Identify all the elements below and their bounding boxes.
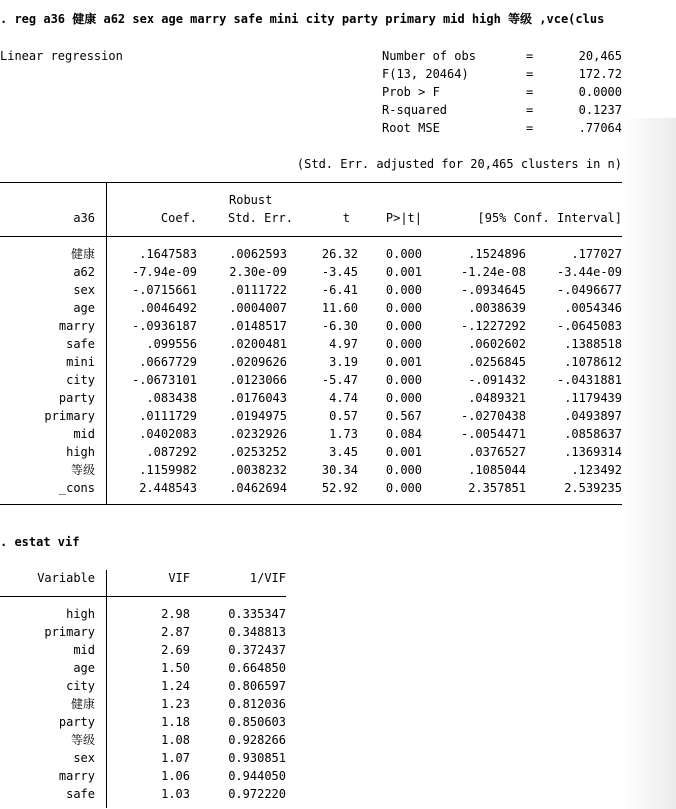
row-ci-high: -.0496677 <box>556 283 622 297</box>
vif-row-inverse: 0.850603 <box>228 715 286 729</box>
table-column-divider <box>106 182 107 504</box>
row-ci-low: -.091432 <box>468 373 526 387</box>
row-coef: .1159982 <box>139 463 197 477</box>
header-conf-interval: [95% Conf. Interval] <box>477 211 622 225</box>
vif-header-variable: Variable <box>37 571 95 585</box>
row-ci-high: .0858637 <box>564 427 622 441</box>
table-bottom-rule <box>0 504 622 505</box>
row-ci-low: .0256845 <box>468 355 526 369</box>
vif-row-vif: 1.06 <box>161 769 190 783</box>
vif-header-rule <box>0 596 286 597</box>
row-t: -3.45 <box>321 265 358 279</box>
row-ci-low: .1085044 <box>468 463 526 477</box>
row-ci-high: .0054346 <box>564 301 622 315</box>
model-title: Linear regression <box>0 49 123 63</box>
row-coef: .083438 <box>146 391 197 405</box>
vif-row-inverse: 0.335347 <box>228 607 286 621</box>
vif-row-vif: 1.08 <box>161 733 190 747</box>
row-ci-high: .1369314 <box>564 445 622 459</box>
row-varname: a62 <box>73 265 95 279</box>
row-stderr: .0123066 <box>229 373 287 387</box>
std-err-note: (Std. Err. adjusted for 20,465 clusters in n) <box>296 157 622 171</box>
row-coef: .0046492 <box>139 301 197 315</box>
row-t: 3.19 <box>329 355 358 369</box>
row-pvalue: 0.567 <box>385 409 422 423</box>
row-stderr: .0004007 <box>229 301 287 315</box>
vif-row-inverse: 0.944050 <box>228 769 286 783</box>
row-ci-low: .0038639 <box>468 301 526 315</box>
row-stderr: .0038232 <box>229 463 287 477</box>
row-coef: -7.94e-09 <box>131 265 197 279</box>
header-depvar: a36 <box>73 211 95 225</box>
row-ci-high: .177027 <box>571 247 622 261</box>
vif-row-vif: 1.03 <box>161 787 190 801</box>
row-stderr: .0148517 <box>229 319 287 333</box>
stat-label: R-squared <box>382 103 448 117</box>
row-ci-low: -.0054471 <box>460 427 526 441</box>
vif-row-inverse: 0.928266 <box>228 733 286 747</box>
vif-row-vif: 1.07 <box>161 751 190 765</box>
vif-row-vif: 2.87 <box>161 625 190 639</box>
robust-label: Robust <box>229 193 273 207</box>
row-ci-low: .1524896 <box>468 247 526 261</box>
row-varname: city <box>66 373 95 387</box>
row-ci-high: .123492 <box>571 463 622 477</box>
vif-header-inverse: 1/VIF <box>249 571 286 585</box>
stat-value: 0.1237 <box>578 103 622 117</box>
vif-row-inverse: 0.806597 <box>228 679 286 693</box>
row-pvalue: 0.000 <box>385 481 422 495</box>
stat-value: 172.72 <box>578 67 622 81</box>
row-stderr: .0200481 <box>229 337 287 351</box>
vif-row-variable: sex <box>73 751 95 765</box>
row-varname: marry <box>58 319 95 333</box>
row-ci-high: .1078612 <box>564 355 622 369</box>
reg-command-line: . reg a36 健康 a62 sex age marry safe mini city party primary mid high 等级 ,vce(clus <box>0 12 605 26</box>
row-varname: _cons <box>58 481 95 495</box>
row-coef: .0402083 <box>139 427 197 441</box>
row-ci-low: .0489321 <box>468 391 526 405</box>
row-ci-low: .0602602 <box>468 337 526 351</box>
row-pvalue: 0.084 <box>385 427 422 441</box>
row-t: 3.45 <box>329 445 358 459</box>
row-t: 30.34 <box>321 463 358 477</box>
row-t: 11.60 <box>321 301 358 315</box>
vif-row-variable: primary <box>44 625 95 639</box>
row-pvalue: 0.001 <box>385 355 422 369</box>
row-coef: .087292 <box>146 445 197 459</box>
row-t: 4.74 <box>329 391 358 405</box>
vif-row-vif: 1.23 <box>161 697 190 711</box>
vif-row-vif: 2.69 <box>161 643 190 657</box>
stat-value: .77064 <box>578 121 622 135</box>
row-stderr: .0232926 <box>229 427 287 441</box>
vif-row-inverse: 0.664850 <box>228 661 286 675</box>
table-header-rule <box>0 236 622 237</box>
stat-value: 20,465 <box>578 49 622 63</box>
header-t: t <box>342 211 350 225</box>
row-ci-low: .0376527 <box>468 445 526 459</box>
row-stderr: .0209626 <box>229 355 287 369</box>
row-varname: party <box>58 391 95 405</box>
row-ci-low: -1.24e-08 <box>460 265 526 279</box>
row-t: -5.47 <box>321 373 358 387</box>
row-stderr: .0194975 <box>229 409 287 423</box>
row-coef: -.0673101 <box>131 373 197 387</box>
header-pvalue: P>|t| <box>385 211 422 225</box>
stat-label: Root MSE <box>382 121 440 135</box>
vif-row-inverse: 0.372437 <box>228 643 286 657</box>
row-pvalue: 0.000 <box>385 247 422 261</box>
row-coef: .0667729 <box>139 355 197 369</box>
row-varname: primary <box>44 409 95 423</box>
row-ci-high: .1179439 <box>564 391 622 405</box>
stat-label: Prob > F <box>382 85 440 99</box>
stat-eq: = <box>526 103 534 117</box>
table-top-rule <box>0 182 622 183</box>
vif-column-divider <box>106 570 107 808</box>
row-t: 52.92 <box>321 481 358 495</box>
vif-row-variable: 健康 <box>70 697 95 711</box>
vif-row-variable: mid <box>73 643 95 657</box>
row-pvalue: 0.000 <box>385 301 422 315</box>
row-stderr: .0111722 <box>229 283 287 297</box>
row-ci-high: -3.44e-09 <box>556 265 622 279</box>
stat-value: 0.0000 <box>578 85 622 99</box>
vif-row-inverse: 0.972220 <box>228 787 286 801</box>
vif-row-vif: 1.50 <box>161 661 190 675</box>
row-coef: 2.448543 <box>139 481 197 495</box>
stat-label: F(13, 20464) <box>382 67 469 81</box>
row-stderr: 2.30e-09 <box>229 265 287 279</box>
row-coef: .1647583 <box>139 247 197 261</box>
row-varname: safe <box>66 337 95 351</box>
stat-eq: = <box>526 67 534 81</box>
row-ci-high: 2.539235 <box>564 481 622 495</box>
vif-row-variable: age <box>73 661 95 675</box>
vif-row-vif: 2.98 <box>161 607 190 621</box>
row-varname: mini <box>66 355 95 369</box>
row-t: 4.97 <box>329 337 358 351</box>
vif-row-inverse: 0.930851 <box>228 751 286 765</box>
vif-row-vif: 1.24 <box>161 679 190 693</box>
row-varname: sex <box>73 283 95 297</box>
window-edge-shadow <box>622 118 676 809</box>
row-t: 1.73 <box>329 427 358 441</box>
header-coef: Coef. <box>160 211 197 225</box>
row-ci-low: -.0934645 <box>460 283 526 297</box>
row-varname: mid <box>73 427 95 441</box>
vif-header-vif: VIF <box>168 571 190 585</box>
row-varname: age <box>73 301 95 315</box>
stat-eq: = <box>526 49 534 63</box>
row-varname: 健康 <box>70 247 95 261</box>
row-ci-high: .1388518 <box>564 337 622 351</box>
row-pvalue: 0.000 <box>385 319 422 333</box>
row-ci-high: -.0431881 <box>556 373 622 387</box>
row-ci-high: -.0645083 <box>556 319 622 333</box>
vif-row-variable: high <box>66 607 95 621</box>
row-pvalue: 0.001 <box>385 445 422 459</box>
row-coef: -.0936187 <box>131 319 197 333</box>
row-stderr: .0253252 <box>229 445 287 459</box>
vif-row-variable: marry <box>58 769 95 783</box>
vif-row-vif: 1.18 <box>161 715 190 729</box>
row-coef: .0111729 <box>139 409 197 423</box>
vif-row-variable: city <box>66 679 95 693</box>
vif-row-inverse: 0.812036 <box>228 697 286 711</box>
row-pvalue: 0.000 <box>385 337 422 351</box>
row-varname: high <box>66 445 95 459</box>
row-t: 26.32 <box>321 247 358 261</box>
vif-command-line: . estat vif <box>0 535 80 549</box>
row-coef: -.0715661 <box>131 283 197 297</box>
header-stderr: Std. Err. <box>227 211 293 225</box>
stat-label: Number of obs <box>382 49 476 63</box>
row-pvalue: 0.001 <box>385 265 422 279</box>
row-t: -6.41 <box>321 283 358 297</box>
row-varname: 等级 <box>70 463 95 477</box>
row-stderr: .0176043 <box>229 391 287 405</box>
row-t: 0.57 <box>329 409 358 423</box>
row-stderr: .0062593 <box>229 247 287 261</box>
row-coef: .099556 <box>146 337 197 351</box>
vif-row-variable: safe <box>66 787 95 801</box>
row-ci-high: .0493897 <box>564 409 622 423</box>
row-ci-low: -.0270438 <box>460 409 526 423</box>
row-pvalue: 0.000 <box>385 373 422 387</box>
row-pvalue: 0.000 <box>385 463 422 477</box>
row-stderr: .0462694 <box>229 481 287 495</box>
row-t: -6.30 <box>321 319 358 333</box>
row-ci-low: 2.357851 <box>468 481 526 495</box>
row-ci-low: -.1227292 <box>460 319 526 333</box>
stat-eq: = <box>526 85 534 99</box>
vif-row-inverse: 0.348813 <box>228 625 286 639</box>
row-pvalue: 0.000 <box>385 391 422 405</box>
stat-eq: = <box>526 121 534 135</box>
vif-row-variable: 等级 <box>70 733 95 747</box>
vif-row-variable: party <box>58 715 95 729</box>
row-pvalue: 0.000 <box>385 283 422 297</box>
